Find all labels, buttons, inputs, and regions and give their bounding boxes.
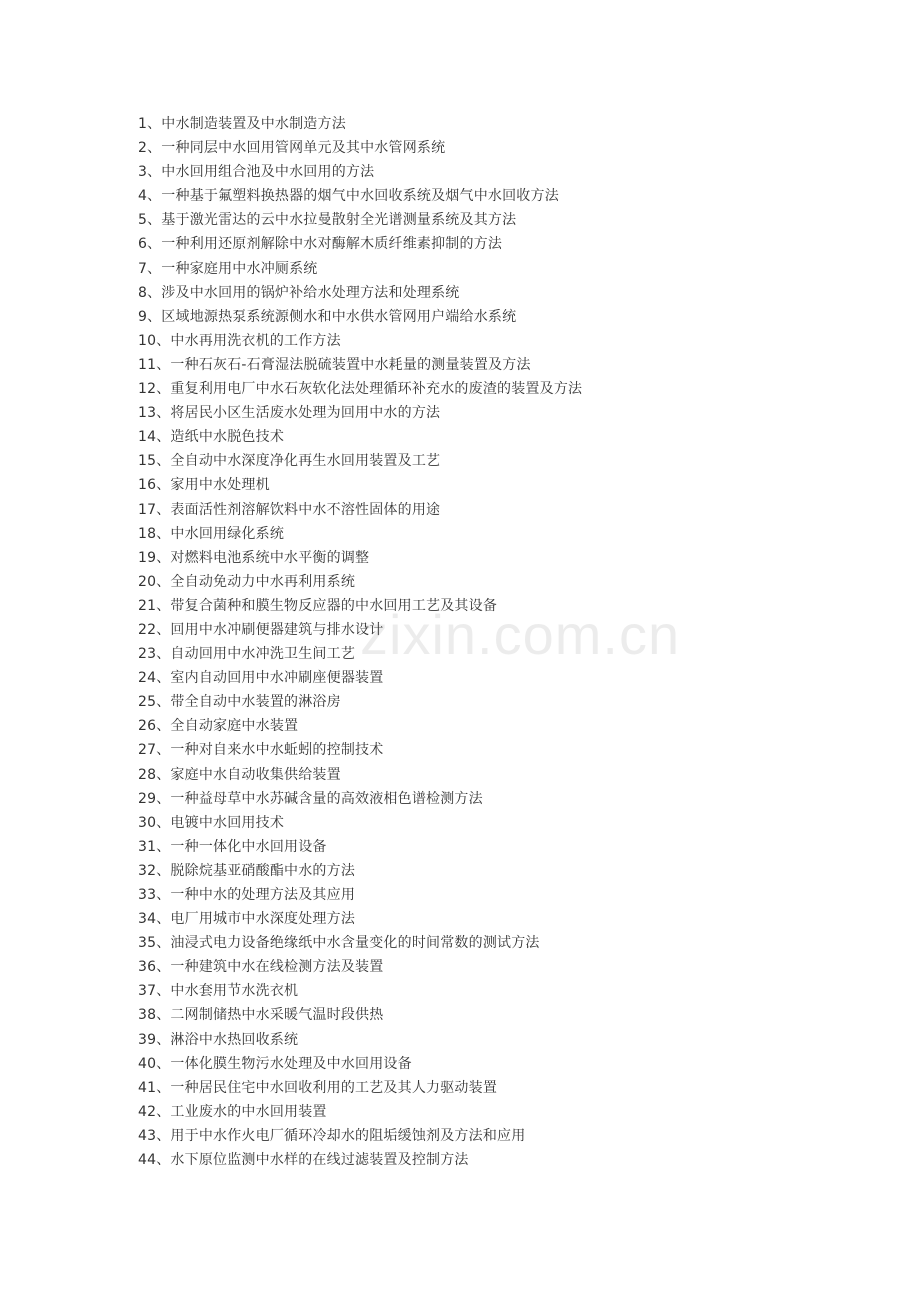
list-item: 23、自动回用中水冲洗卫生间工艺 (138, 646, 356, 663)
list-item: 22、回用中水冲刷便器建筑与排水设计 (138, 621, 384, 638)
list-item: 33、一种中水的处理方法及其应用 (138, 887, 356, 903)
patent-title-list (138, 112, 582, 1172)
list-item: 36、一种建筑中水在线检测方法及装置 (138, 959, 384, 976)
list-item: 21、带复合菌种和膜生物反应器的中水回用工艺及其设备 (138, 597, 498, 614)
list-item: 42、工业废水的中水回用装置 (138, 1103, 327, 1120)
list-item: 11、一种石灰石-石膏湿法脱硫装置中水耗量的测量装置及方法 (138, 356, 531, 373)
list-item: 29、一种益母草中水苏碱含量的高效液相色谱检测方法 (138, 790, 483, 807)
list-item: 14、造纸中水脱色技术 (138, 429, 285, 446)
list-item: 30、电镀中水回用技术 (138, 814, 285, 831)
list-item: 34、电厂用城市中水深度处理方法 (138, 911, 356, 928)
list-item: 24、室内自动回用中水冲刷座便器装置 (138, 670, 384, 687)
list-item: 38、二网制储热中水采暖气温时段供热 (138, 1007, 384, 1024)
list-item: 26、全自动家庭中水装置 (138, 718, 299, 735)
list-item: 31、一种一体化中水回用设备 (138, 838, 327, 855)
list-item: 5、基于激光雷达的云中水拉曼散射全光谱测量系统及其方法 (138, 212, 517, 229)
list-item: 37、中水套用节水洗衣机 (138, 983, 299, 1000)
list-item: 15、全自动中水深度净化再生水回用装置及工艺 (138, 453, 441, 470)
list-item: 39、淋浴中水热回收系统 (138, 1031, 299, 1048)
list-item: 35、油浸式电力设备绝缘纸中水含量变化的时间常数的测试方法 (138, 935, 540, 952)
list-item: 9、区域地源热泵系统源侧水和中水供水管网用户端给水系统 (138, 308, 517, 325)
list-item: 44、水下原位监测中水样的在线过滤装置及控制方法 (138, 1152, 469, 1169)
list-item: 27、一种对自来水中水蚯蚓的控制技术 (138, 742, 384, 759)
list-item: 13、将居民小区生活废水处理为回用中水的方法 (138, 405, 441, 422)
list-item: 7、一种家庭用中水冲厕系统 (138, 260, 318, 277)
list-item: 10、中水再用洗衣机的工作方法 (138, 332, 341, 349)
list-item: 12、重复利用电厂中水石灰软化法处理循环补充水的废渣的装置及方法 (138, 381, 583, 398)
list-item: 43、用于中水作火电厂循环冷却水的阻垢缓蚀剂及方法和应用 (138, 1127, 526, 1144)
list-item: 40、一体化膜生物污水处理及中水回用设备 (138, 1055, 412, 1072)
list-item: 20、全自动免动力中水再利用系统 (138, 573, 356, 590)
list-item: 8、涉及中水回用的锅炉补给水处理方法和处理系统 (138, 284, 460, 301)
list-item: 17、表面活性剂溶解饮料中水不溶性固体的用途 (138, 501, 441, 518)
list-item: 25、带全自动中水装置的淋浴房 (138, 694, 341, 711)
list-item: 4、一种基于氟塑料换热器的烟气中水回收系统及烟气中水回收方法 (138, 188, 559, 205)
list-item: 6、一种利用还原剂解除中水对酶解木质纤维素抑制的方法 (138, 236, 503, 253)
list-item: 3、中水回用组合池及中水回用的方法 (138, 164, 375, 181)
list-item: 28、家庭中水自动收集供给装置 (138, 766, 341, 783)
watermark: zixin.com.cn (360, 603, 681, 666)
list-item: 32、脱除烷基亚硝酸酯中水的方法 (138, 862, 356, 879)
list-item: 16、家用中水处理机 (138, 477, 270, 494)
list-item: 1、中水制造装置及中水制造方法 (138, 116, 346, 132)
list-item: 2、一种同层中水回用管网单元及其中水管网系统 (138, 140, 446, 157)
list-item: 19、对燃料电池系统中水平衡的调整 (138, 549, 370, 566)
list-item: 41、一种居民住宅中水回收利用的工艺及其人力驱动装置 (138, 1079, 498, 1096)
list-item: 18、中水回用绿化系统 (138, 525, 285, 542)
